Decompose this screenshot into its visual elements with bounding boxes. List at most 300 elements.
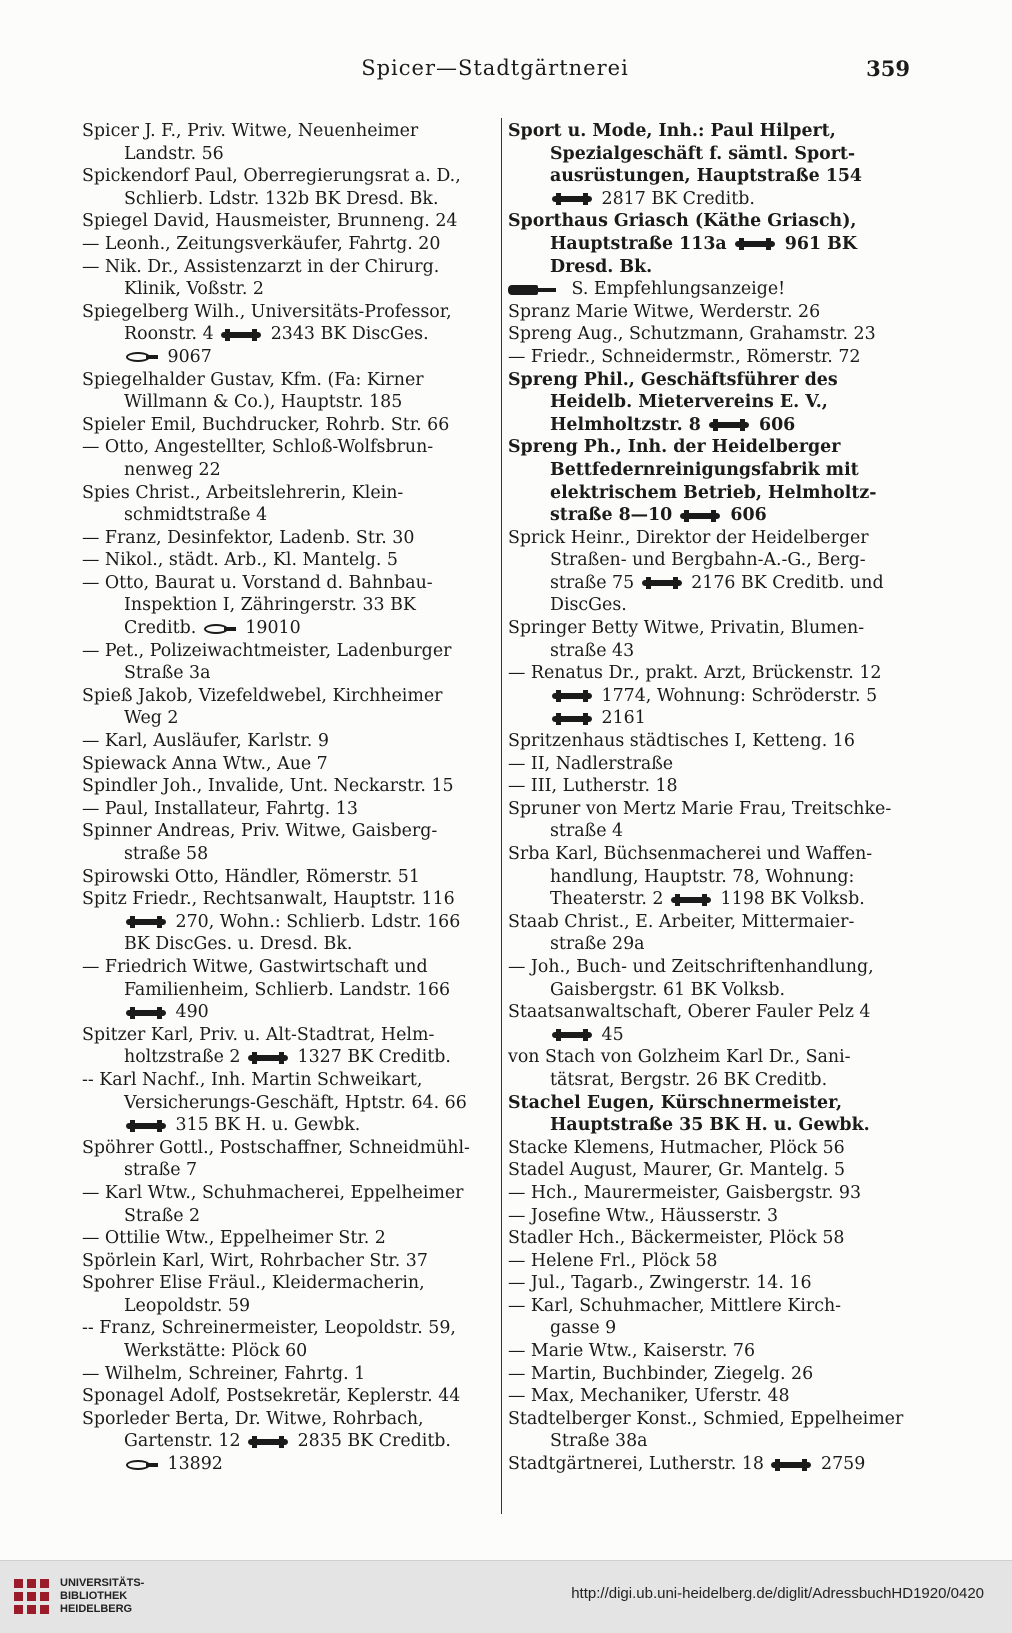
entry-text: Spreng Ph., Inh. der Heidelberger: [508, 437, 841, 458]
directory-entry: [82, 1385, 492, 1408]
entry-line: [82, 1137, 492, 1160]
entry-text: schmidtstraße 4: [124, 505, 268, 526]
entry-text: — Martin, Buchbinder, Ziegelg. 26: [508, 1363, 814, 1384]
entry-text: — Joh., Buch- und Zeitschriftenhandlung,: [508, 956, 874, 977]
entry-text: — III, Lutherstr. 18: [508, 776, 678, 797]
entry-text: straße 7: [124, 1160, 198, 1181]
entry-line: [508, 278, 918, 301]
entry-text: nenweg 22: [124, 459, 221, 480]
entry-line: [82, 210, 492, 233]
entry-text: 1198 BK Volksb.: [715, 889, 865, 910]
directory-entry: [82, 798, 492, 821]
entry-line: [82, 1182, 492, 1205]
directory-entry: [82, 775, 492, 798]
entry-line: [82, 730, 492, 753]
entry-text: tätsrat, Bergstr. 26 BK Creditb.: [550, 1069, 828, 1090]
entry-line: [82, 278, 492, 301]
entry-line: [508, 956, 918, 979]
entry-line: [82, 933, 492, 956]
entry-line: [82, 820, 492, 843]
entry-line: [82, 549, 492, 572]
entry-text: Springer Betty Witwe, Privatin, Blumen-: [508, 618, 865, 639]
directory-entry: [82, 888, 492, 956]
library-name-line: BIBLIOTHEK: [60, 1590, 128, 1602]
directory-entry: [508, 1340, 918, 1363]
entry-text: Spörlein Karl, Wirt, Rohrbacher Str. 37: [82, 1250, 428, 1271]
entry-line: [508, 188, 918, 211]
telephone-icon: [552, 193, 592, 205]
entry-line: [82, 1272, 492, 1295]
entry-line: [82, 482, 492, 505]
entry-line: [508, 1137, 918, 1160]
directory-entry: [82, 482, 492, 527]
entry-text: — Franz, Desinfektor, Ladenb. Str. 30: [82, 527, 415, 548]
telephone-icon: [126, 1120, 166, 1132]
entry-text: Spreng Phil., Geschäftsführer des: [508, 369, 838, 390]
entry-line: [508, 482, 918, 505]
entry-line: [508, 323, 918, 346]
directory-entry: [508, 436, 918, 526]
entry-line: [82, 256, 492, 279]
entry-text: Stadtgärtnerei, Lutherstr. 18: [508, 1454, 770, 1475]
telephone-icon: [671, 894, 711, 906]
entry-text: Straße 2: [124, 1205, 201, 1226]
entry-line: [508, 933, 918, 956]
entry-line: [508, 1295, 918, 1318]
library-name-line: HEIDELBERG: [60, 1603, 133, 1615]
entry-text: Spieß Jakob, Vizefeldwebel, Kirchheimer: [82, 685, 443, 706]
entry-text: Hauptstraße 113a: [550, 233, 733, 254]
entry-line: [82, 1250, 492, 1273]
right-column: [508, 120, 918, 1476]
library-name-line: UNIVERSITÄTS-: [60, 1577, 145, 1589]
entry-line: [82, 1092, 492, 1115]
entry-text: Spieler Emil, Buchdrucker, Rohrb. Str. 66: [82, 414, 450, 435]
directory-entry: [82, 685, 492, 730]
entry-line: [82, 1069, 492, 1092]
entry-line: [508, 391, 918, 414]
entry-line: [82, 369, 492, 392]
entry-text: Inspektion I, Zähringerstr. 33 BK: [124, 595, 416, 616]
entry-line: [508, 459, 918, 482]
entry-text: — Friedrich Witwe, Gastwirtschaft und: [82, 956, 428, 977]
entry-text: handlung, Hauptstr. 78, Wohnung:: [550, 866, 855, 887]
directory-entry: [82, 730, 492, 753]
entry-line: [82, 346, 492, 369]
entry-text: Spiegelberg Wilh., Universitäts-Professor,: [82, 301, 452, 322]
directory-entry: [508, 843, 918, 911]
entry-line: [508, 1069, 918, 1092]
entry-line: [508, 707, 918, 730]
entry-text: Theaterstr. 2: [550, 889, 670, 910]
entry-line: [82, 1363, 492, 1386]
entry-text: BK DiscGes. u. Dresd. Bk.: [124, 934, 353, 955]
entry-text: — II, Nadlerstraße: [508, 753, 674, 774]
entry-line: [508, 1092, 918, 1115]
entry-text: — Karl, Schuhmacher, Mittlere Kirch-: [508, 1295, 842, 1316]
entry-line: [508, 527, 918, 550]
entry-text: 2817 BK Creditb.: [596, 188, 755, 209]
entry-text: Spiewack Anna Wtw., Aue 7: [82, 753, 328, 774]
entry-line: [508, 820, 918, 843]
entry-text: — Josefine Wtw., Häusserstr. 3: [508, 1205, 779, 1226]
entry-text: Stacke Klemens, Hutmacher, Plöck 56: [508, 1137, 845, 1158]
entry-text: 606: [752, 414, 796, 435]
entry-text: Sprick Heinr., Direktor der Heidelberger: [508, 527, 869, 548]
telephone-icon: [709, 419, 749, 431]
entry-text: — Marie Wtw., Kaiserstr. 76: [508, 1341, 756, 1362]
entry-text: 45: [596, 1024, 624, 1045]
entry-text: Hauptstraße 35 BK H. u. Gewbk.: [550, 1115, 870, 1136]
entry-text: — Ottilie Wtw., Eppelheimer Str. 2: [82, 1228, 386, 1249]
directory-entry: [508, 323, 918, 346]
entry-line: [508, 911, 918, 934]
entry-text: Srba Karl, Büchsenmacherei und Waffen-: [508, 844, 873, 864]
directory-entry: [508, 1046, 918, 1091]
entry-text: — Hch., Maurermeister, Gaisbergstr. 93: [508, 1182, 862, 1203]
entry-line: [508, 1408, 918, 1431]
entry-text: S. Empfehlungsanzeige!: [566, 279, 786, 300]
entry-text: 2343 BK DiscGes.: [265, 324, 429, 345]
entry-text: Stadel August, Maurer, Gr. Mantelg. 5: [508, 1160, 846, 1181]
directory-entry: [82, 1227, 492, 1250]
entry-text: Sporthaus Griasch (Käthe Griasch),: [508, 211, 857, 232]
entry-line: [508, 301, 918, 324]
entry-line: [508, 1317, 918, 1340]
directory-entry: [82, 866, 492, 889]
entry-text: 961 BK: [778, 233, 857, 254]
page-number: 359: [866, 56, 910, 81]
postal-horn-icon: [204, 622, 236, 636]
entry-line: [508, 775, 918, 798]
entry-line: [82, 301, 492, 324]
directory-entry: [82, 1317, 492, 1362]
entry-text: straße 4: [550, 821, 624, 842]
directory-entry: [508, 301, 918, 324]
directory-entry: [82, 233, 492, 256]
entry-line: [508, 120, 918, 143]
entry-line: [82, 775, 492, 798]
entry-text: Stadler Hch., Bäckermeister, Plöck 58: [508, 1228, 845, 1249]
directory-entry: [82, 572, 492, 640]
entry-line: [508, 753, 918, 776]
entry-line: [508, 866, 918, 889]
directory-entry: [508, 1205, 918, 1228]
entry-text: Straßen- und Bergbahn-A.-G., Berg-: [550, 550, 866, 571]
entry-line: [82, 866, 492, 889]
permalink-url[interactable]: http://digi.ub.uni-heidelberg.de/diglit/AdressbuchHD1920/0420: [571, 1585, 984, 1602]
entry-text: — Friedr., Schneidermstr., Römerstr. 72: [508, 346, 861, 367]
directory-entry: [508, 1272, 918, 1295]
telephone-icon: [248, 1052, 288, 1064]
entry-line: [82, 527, 492, 550]
directory-entry: [508, 1408, 918, 1453]
directory-entry: [82, 1182, 492, 1227]
entry-text: Klinik, Voßstr. 2: [124, 279, 264, 300]
entry-text: 490: [170, 1002, 209, 1023]
entry-text: Spiegel David, Hausmeister, Brunneng. 24: [82, 211, 458, 232]
directory-entry: [508, 956, 918, 1001]
directory-entry: [508, 1227, 918, 1250]
directory-entry: [82, 414, 492, 437]
entry-line: [82, 685, 492, 708]
entry-text: Werkstätte: Plöck 60: [124, 1341, 308, 1362]
entry-text: Spiegelhalder Gustav, Kfm. (Fa: Kirner: [82, 369, 424, 390]
directory-entry: [508, 369, 918, 437]
entry-text: Creditb.: [124, 618, 202, 639]
entry-line: [508, 1227, 918, 1250]
directory-entry: [82, 1363, 492, 1386]
entry-line: [508, 617, 918, 640]
entry-text: — Leonh., Zeitungsverkäufer, Fahrtg. 20: [82, 233, 441, 254]
entry-line: [508, 798, 918, 821]
entry-text: Spitz Friedr., Rechtsanwalt, Hauptstr. 116: [82, 889, 455, 910]
entry-text: Straße 38a: [550, 1431, 648, 1452]
entry-text: — Karl, Ausläufer, Karlstr. 9: [82, 731, 329, 752]
entry-text: Spindler Joh., Invalide, Unt. Neckarstr. 15: [82, 776, 454, 797]
telephone-icon: [771, 1459, 811, 1471]
entry-line: [82, 956, 492, 979]
entry-line: [82, 1430, 492, 1453]
entry-text: Spreng Aug., Schutzmann, Grahamstr. 23: [508, 324, 876, 345]
directory-entry: [82, 120, 492, 165]
entry-line: [508, 549, 918, 572]
entry-text: gasse 9: [550, 1318, 617, 1339]
entry-text: straße 29a: [550, 934, 645, 955]
entry-text: straße 43: [550, 640, 635, 661]
entry-text: straße 8—10: [550, 505, 679, 526]
entry-line: [508, 256, 918, 279]
entry-text: 2161: [596, 708, 646, 729]
telephone-icon: [680, 510, 720, 522]
entry-text: Sponagel Adolf, Postsekretär, Keplerstr. 44: [82, 1386, 461, 1407]
entry-line: [508, 1363, 918, 1386]
directory-entry: [508, 617, 918, 662]
entry-line: [82, 707, 492, 730]
entry-line: [508, 1182, 918, 1205]
entry-text: Spirowski Otto, Händler, Römerstr. 51: [82, 866, 420, 887]
directory-entry: [508, 753, 918, 776]
entry-text: 1774, Wohnung: Schröderstr. 5: [596, 685, 878, 706]
entry-line: [508, 572, 918, 595]
entry-line: [82, 1114, 492, 1137]
entry-line: [508, 1385, 918, 1408]
entry-line: [82, 1001, 492, 1024]
directory-entry: [82, 369, 492, 414]
entry-text: DiscGes.: [550, 595, 627, 616]
entry-line: [508, 1046, 918, 1069]
entry-line: [508, 640, 918, 663]
entry-line: [82, 594, 492, 617]
page-header: [80, 56, 910, 88]
entry-line: [508, 210, 918, 233]
entry-text: Staatsanwaltschaft, Oberer Fauler Pelz 4: [508, 1002, 871, 1023]
entry-line: [508, 346, 918, 369]
entry-line: [82, 640, 492, 663]
entry-line: [508, 594, 918, 617]
entry-text: — Otto, Angestellter, Schloß-Wolfsbrun-: [82, 437, 434, 458]
entry-line: [508, 504, 918, 527]
column-divider: [501, 118, 502, 1514]
entry-text: Spohrer Elise Fräul., Kleidermacherin,: [82, 1273, 425, 1294]
entry-line: [82, 1046, 492, 1069]
entry-text: Familienheim, Schlierb. Landstr. 166: [124, 979, 451, 1000]
entry-line: [82, 143, 492, 166]
directory-entry: [82, 1408, 492, 1476]
entry-text: -- Franz, Schreinermeister, Leopoldstr. 59,: [82, 1318, 456, 1339]
entry-text: ausrüstungen, Hauptstraße 154: [550, 166, 863, 187]
entry-text: Helmholtzstr. 8: [550, 414, 707, 435]
entry-line: [82, 1159, 492, 1182]
directory-entry: [82, 956, 492, 1024]
entry-line: [82, 1317, 492, 1340]
directory-entry: [82, 753, 492, 776]
entry-line: [82, 753, 492, 776]
entry-line: [508, 1205, 918, 1228]
entry-text: holtzstraße 2: [124, 1047, 247, 1068]
entry-line: [82, 1205, 492, 1228]
entry-text: 9067: [162, 346, 212, 367]
pointing-hand-icon: [508, 281, 556, 299]
entry-line: [82, 414, 492, 437]
telephone-icon: [642, 577, 682, 589]
entry-text: -- Karl Nachf., Inh. Martin Schweikart,: [82, 1069, 423, 1090]
entry-text: 270, Wohn.: Schlierb. Ldstr. 166: [170, 911, 461, 932]
entry-line: [82, 979, 492, 1002]
directory-entry: [508, 346, 918, 369]
directory-entry: [508, 662, 918, 730]
left-column: [82, 120, 492, 1476]
entry-text: straße 75: [550, 572, 640, 593]
directory-entry: [508, 1453, 918, 1476]
directory-entry: [508, 1092, 918, 1137]
entry-text: Spinner Andreas, Priv. Witwe, Gaisberg-: [82, 821, 438, 842]
directory-entry: [82, 256, 492, 301]
directory-entry: [82, 210, 492, 233]
entry-text: — Helene Frl., Plöck 58: [508, 1250, 718, 1271]
entry-line: [508, 1159, 918, 1182]
entry-text: elektrischem Betrieb, Helmholtz-: [550, 482, 877, 503]
directory-entry: [508, 527, 918, 617]
entry-text: Sport u. Mode, Inh.: Paul Hilpert,: [508, 121, 836, 141]
entry-line: [82, 391, 492, 414]
entry-line: [82, 1024, 492, 1047]
telephone-icon: [552, 713, 592, 725]
entry-line: [508, 1430, 918, 1453]
entry-line: [508, 414, 918, 437]
directory-entry: [508, 1250, 918, 1273]
directory-entry: [82, 640, 492, 685]
directory-entry: [508, 120, 918, 210]
entry-line: [82, 1295, 492, 1318]
telephone-icon: [552, 1029, 592, 1041]
entry-text: Spickendorf Paul, Oberregierungsrat a. D.,: [82, 166, 461, 187]
entry-text: — Max, Mechaniker, Uferstr. 48: [508, 1386, 790, 1407]
entry-line: [508, 369, 918, 392]
entry-text: — Pet., Polizeiwachtmeister, Ladenburger: [82, 640, 452, 661]
entry-text: Willmann & Co.), Hauptstr. 185: [124, 392, 403, 413]
entry-text: Spöhrer Gottl., Postschaffner, Schneidmühl-: [82, 1137, 470, 1158]
entry-text: Heidelb. Mietervereins E. V.,: [550, 392, 828, 413]
entry-line: [508, 143, 918, 166]
entry-line: [508, 1250, 918, 1273]
entry-text: Leopoldstr. 59: [124, 1295, 251, 1316]
entry-line: [508, 662, 918, 685]
entry-line: [508, 730, 918, 753]
entry-line: [82, 1408, 492, 1431]
entry-line: [508, 888, 918, 911]
entry-text: Weg 2: [124, 708, 179, 729]
entry-text: 2759: [815, 1454, 866, 1475]
entry-line: [82, 459, 492, 482]
entry-text: Spranz Marie Witwe, Werderstr. 26: [508, 301, 821, 322]
entry-line: [508, 233, 918, 256]
entry-text: Gaisbergstr. 61 BK Volksb.: [550, 979, 786, 1000]
directory-entry: [82, 165, 492, 210]
entry-line: [82, 1227, 492, 1250]
directory-entry: [508, 1001, 918, 1046]
entry-text: Straße 3a: [124, 663, 211, 684]
entry-text: — Wilhelm, Schreiner, Fahrtg. 1: [82, 1363, 366, 1384]
entry-text: Landstr. 56: [124, 143, 224, 164]
directory-entry: [508, 278, 918, 301]
telephone-icon: [552, 690, 592, 702]
entry-text: Spicer J. F., Priv. Witwe, Neuenheimer: [82, 121, 419, 141]
library-logo-icon: [14, 1579, 50, 1615]
directory-entry: [508, 1159, 918, 1182]
telephone-icon: [126, 916, 166, 928]
directory-entry: [508, 1295, 918, 1340]
directory-entry: [508, 1363, 918, 1386]
directory-entry: [508, 775, 918, 798]
entry-text: — Otto, Baurat u. Vorstand d. Bahnbau-: [82, 572, 433, 593]
entry-text: — Renatus Dr., prakt. Arzt, Brückenstr. 12: [508, 663, 882, 684]
directory-entry: [82, 527, 492, 550]
entry-text: — Jul., Tagarb., Zwingerstr. 14. 16: [508, 1273, 812, 1294]
entry-text: — Nikol., städt. Arb., Kl. Mantelg. 5: [82, 550, 398, 571]
entry-line: [508, 1340, 918, 1363]
directory-entry: [508, 730, 918, 753]
directory-entry: [82, 1272, 492, 1317]
entry-text: 13892: [162, 1454, 223, 1475]
entry-text: 19010: [239, 618, 301, 639]
entry-text: Spezialgeschäft f. sämtl. Sport-: [550, 143, 856, 164]
entry-text: Staab Christ., E. Arbeiter, Mittermaier-: [508, 911, 855, 932]
directory-entry: [82, 549, 492, 572]
entry-line: [82, 798, 492, 821]
directory-entry: [82, 1024, 492, 1069]
telephone-icon: [221, 329, 261, 341]
entry-text: Stachel Eugen, Kürschnermeister,: [508, 1092, 843, 1113]
directory-entry: [508, 210, 918, 278]
entry-line: [508, 1024, 918, 1047]
entry-text: — Paul, Installateur, Fahrtg. 13: [82, 798, 358, 819]
directory-entry: [82, 1137, 492, 1182]
library-name: [60, 1577, 144, 1616]
directory-entry: [82, 301, 492, 369]
entry-line: [82, 504, 492, 527]
entry-text: 606: [724, 505, 767, 526]
entry-line: [82, 911, 492, 934]
entry-text: 1327 BK Creditb.: [292, 1047, 451, 1068]
entry-line: [82, 233, 492, 256]
entry-line: [508, 843, 918, 866]
entry-text: — Karl Wtw., Schuhmacherei, Eppelheimer: [82, 1182, 464, 1203]
entry-text: Roonstr. 4: [124, 324, 220, 345]
directory-entry: [508, 911, 918, 956]
entry-text: straße 58: [124, 844, 209, 864]
entry-line: [508, 1453, 918, 1476]
